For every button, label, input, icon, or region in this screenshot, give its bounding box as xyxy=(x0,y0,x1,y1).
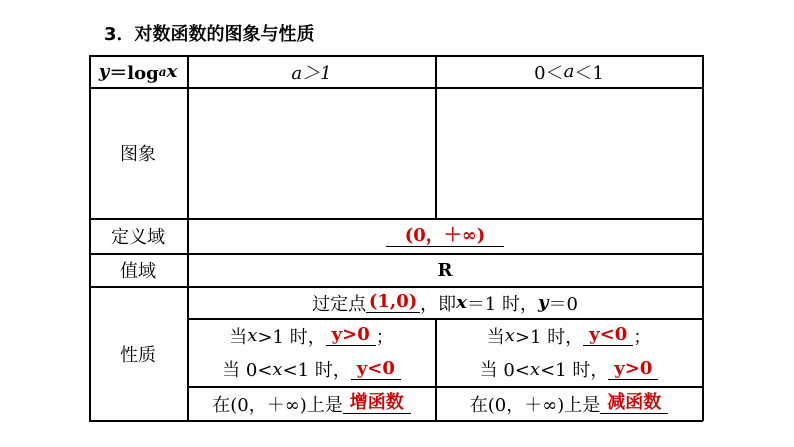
section-heading: 3．对数函数的图象与性质 xyxy=(104,24,315,45)
table-border-bottom xyxy=(89,420,703,422)
header-function: y ＝log a x xyxy=(98,61,178,84)
left-sign-x-greater-1: 当 x >1 时， y>0 ； xyxy=(229,324,394,348)
left-answer-x-greater-1: y>0 xyxy=(326,325,376,346)
fixed-point-property: 过定点 (1,0) ，即 x ＝1 时， y ＝0 xyxy=(312,291,578,315)
left-sign-x-between-0-1: 当 0< x <1 时， y<0 xyxy=(188,352,435,386)
row-label-properties: 性质 xyxy=(120,344,156,366)
right-sign-x-greater-1: 当 x >1 时， y<0 ； xyxy=(486,324,652,348)
right-answer-x-between-0-1: y>0 xyxy=(608,359,658,380)
table-border-right xyxy=(702,55,704,421)
right-monotonicity-answer: 减函数 xyxy=(600,393,668,414)
left-monotonicity-answer: 增函数 xyxy=(343,393,411,414)
right-monotonicity: 在(0，＋∞)上是 减函数 xyxy=(436,387,702,420)
right-answer-x-greater-1: y<0 xyxy=(583,325,633,346)
row-label-graph: 图象 xyxy=(120,144,156,165)
right-sign-x-between-0-1: 当 0< x <1 时， y>0 xyxy=(436,352,702,386)
domain-answer-cell xyxy=(188,219,702,253)
fixed-point-answer: (1,0) xyxy=(366,292,420,313)
domain-answer: (0，＋∞) xyxy=(386,226,504,247)
graph-cell-a-greater-1 xyxy=(188,88,435,218)
row-label-domain: 定义域 xyxy=(111,227,165,248)
header-a-greater-1: a＞1 xyxy=(291,62,332,84)
left-answer-x-between-0-1: y<0 xyxy=(351,359,401,380)
row-label-range: 值域 xyxy=(120,261,156,282)
header-a-between-0-1: 0＜ a ＜1 xyxy=(534,61,604,84)
graph-cell-a-between-0-1 xyxy=(436,88,702,218)
left-monotonicity: 在(0，＋∞)上是 增函数 xyxy=(188,387,435,420)
range-value: R xyxy=(437,259,453,281)
